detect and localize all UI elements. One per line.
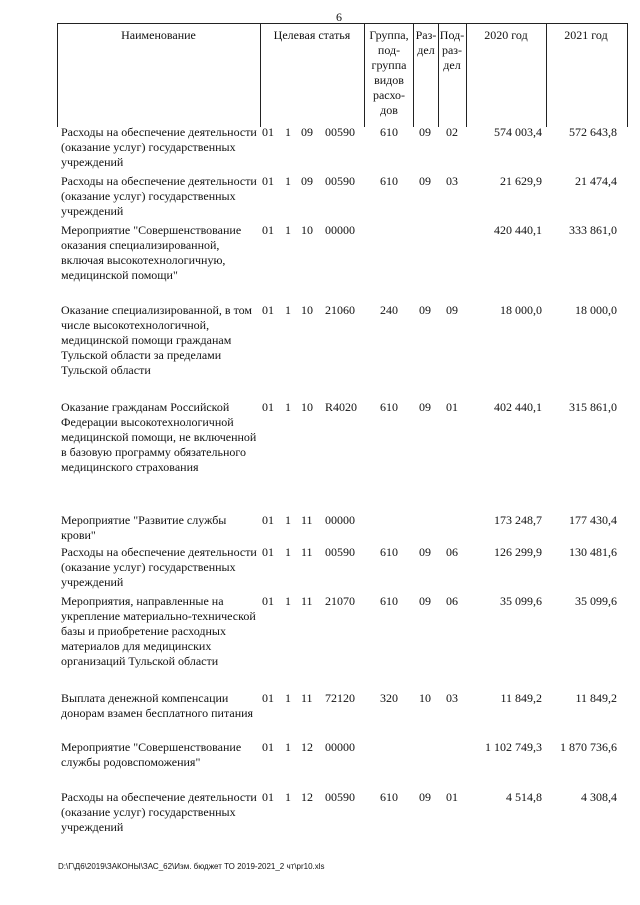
- header-section: Раз-дел: [415, 28, 437, 57]
- header-year-2020: 2020 год: [484, 28, 528, 42]
- target-direction: 21070: [325, 594, 355, 608]
- row-name: Расходы на обеспечение деятельности (оказание услуг) государственных учреждений: [61, 545, 257, 589]
- target-event: 10: [301, 303, 313, 317]
- target-event: 11: [301, 594, 313, 608]
- target-direction: R4020: [325, 400, 358, 414]
- expense-group: 610: [380, 545, 398, 559]
- value-2021: 11 849,2: [575, 691, 617, 705]
- target-program: 01: [262, 223, 274, 237]
- target-subprogram: 1: [285, 513, 291, 527]
- target-event: 11: [301, 691, 313, 705]
- target-program: 01: [262, 513, 274, 527]
- header-target: Целевая статья: [273, 28, 351, 42]
- value-2021: 4 308,4: [581, 790, 617, 804]
- target-event: 10: [301, 400, 313, 414]
- target-direction: 00590: [325, 125, 355, 139]
- target-program: 01: [262, 174, 274, 188]
- expense-group: 610: [380, 594, 398, 608]
- row-name: Мероприятие "Развитие службы крови": [61, 513, 227, 542]
- header-year-2021: 2021 год: [564, 28, 608, 42]
- target-program: 01: [262, 691, 274, 705]
- value-2021: 21 474,4: [575, 174, 617, 188]
- target-event: 12: [301, 790, 313, 804]
- value-2020: 35 099,6: [500, 594, 542, 608]
- target-program: 01: [262, 400, 274, 414]
- target-program: 01: [262, 545, 274, 559]
- header-name: Наименование: [121, 28, 196, 42]
- target-event: 11: [301, 545, 313, 559]
- value-2021: 315 861,0: [569, 400, 617, 414]
- header-subsection: Под-раз-дел: [439, 28, 465, 72]
- target-event: 12: [301, 740, 313, 754]
- row-name: Выплата денежной компенсации донорам взамен бесплатного питания: [61, 691, 254, 720]
- subsection: 03: [446, 174, 458, 188]
- subsection: 03: [446, 691, 458, 705]
- value-2020: 18 000,0: [500, 303, 542, 317]
- section: 09: [419, 400, 431, 414]
- value-2020: 126 299,9: [494, 545, 542, 559]
- row-name: Расходы на обеспечение деятельности (оказание услуг) государственных учреждений: [61, 790, 257, 834]
- target-direction: 00590: [325, 790, 355, 804]
- value-2020: 1 102 749,3: [485, 740, 542, 754]
- value-2021: 35 099,6: [575, 594, 617, 608]
- target-direction: 72120: [325, 691, 355, 705]
- row-name: Мероприятия, направленные на укрепление материально-технической базы и приобретение расходных материалов для медицинских организаций Тульской области: [61, 594, 256, 668]
- target-subprogram: 1: [285, 790, 291, 804]
- target-subprogram: 1: [285, 174, 291, 188]
- target-subprogram: 1: [285, 545, 291, 559]
- target-event: 09: [301, 125, 313, 139]
- expense-group: 610: [380, 174, 398, 188]
- target-program: 01: [262, 594, 274, 608]
- target-subprogram: 1: [285, 400, 291, 414]
- expense-group: 610: [380, 790, 398, 804]
- target-subprogram: 1: [285, 223, 291, 237]
- row-name: Мероприятие "Совершенствование оказания специализированной, включая высокотехнологичную, медицинской помощи": [61, 223, 242, 282]
- target-subprogram: 1: [285, 740, 291, 754]
- section: 09: [419, 125, 431, 139]
- target-direction: 00000: [325, 513, 355, 527]
- value-2020: 4 514,8: [506, 790, 542, 804]
- header-group: Группа, под-группа видов расхо-дов: [369, 28, 409, 117]
- table-header: [57, 23, 628, 128]
- section: 09: [419, 303, 431, 317]
- value-2020: 574 003,4: [494, 125, 542, 139]
- subsection: 01: [446, 400, 458, 414]
- row-name: Мероприятие "Совершенствование службы родовспоможения": [61, 740, 242, 769]
- target-event: 11: [301, 513, 313, 527]
- target-subprogram: 1: [285, 303, 291, 317]
- value-2020: 11 849,2: [500, 691, 542, 705]
- target-subprogram: 1: [285, 691, 291, 705]
- value-2021: 572 643,8: [569, 125, 617, 139]
- section: 09: [419, 174, 431, 188]
- row-name: Расходы на обеспечение деятельности (оказание услуг) государственных учреждений: [61, 125, 257, 169]
- page-number: 6: [336, 10, 342, 24]
- subsection: 01: [446, 790, 458, 804]
- value-2020: 173 248,7: [494, 513, 542, 527]
- expense-group: 610: [380, 125, 398, 139]
- target-program: 01: [262, 740, 274, 754]
- value-2021: 333 861,0: [569, 223, 617, 237]
- target-direction: 00590: [325, 174, 355, 188]
- file-path-footer: D:\Г\Д6\2019\ЗАКОНЫ\ЗАС_62\Изм. бюджет ТО 2019-2021_2 чт\pr10.xls: [58, 862, 325, 871]
- section: 09: [419, 545, 431, 559]
- value-2021: 130 481,6: [569, 545, 617, 559]
- section: 10: [419, 691, 431, 705]
- subsection: 09: [446, 303, 458, 317]
- value-2021: 1 870 736,6: [560, 740, 617, 754]
- target-program: 01: [262, 303, 274, 317]
- subsection: 06: [446, 594, 458, 608]
- section: 09: [419, 594, 431, 608]
- subsection: 06: [446, 545, 458, 559]
- expense-group: 240: [380, 303, 398, 317]
- target-direction: 21060: [325, 303, 355, 317]
- expense-group: 610: [380, 400, 398, 414]
- row-name: Оказание гражданам Российской Федерации высокотехнологичной медицинской помощи, не включенной в базовую программу обязательного медицинского страхования: [61, 400, 257, 474]
- expense-group: 320: [380, 691, 398, 705]
- value-2020: 402 440,1: [494, 400, 542, 414]
- target-event: 10: [301, 223, 313, 237]
- subsection: 02: [446, 125, 458, 139]
- row-name: Расходы на обеспечение деятельности (оказание услуг) государственных учреждений: [61, 174, 257, 218]
- value-2020: 420 440,1: [494, 223, 542, 237]
- target-direction: 00000: [325, 740, 355, 754]
- section: 09: [419, 790, 431, 804]
- target-subprogram: 1: [285, 594, 291, 608]
- value-2021: 18 000,0: [575, 303, 617, 317]
- value-2021: 177 430,4: [569, 513, 617, 527]
- target-program: 01: [262, 125, 274, 139]
- target-direction: 00590: [325, 545, 355, 559]
- target-program: 01: [262, 790, 274, 804]
- target-subprogram: 1: [285, 125, 291, 139]
- row-name: Оказание специализированной, в том числе высокотехнологичной, медицинской помощи гражданам Тульской области за пределами Тульской области: [61, 303, 253, 377]
- target-direction: 00000: [325, 223, 355, 237]
- target-event: 09: [301, 174, 313, 188]
- value-2020: 21 629,9: [500, 174, 542, 188]
